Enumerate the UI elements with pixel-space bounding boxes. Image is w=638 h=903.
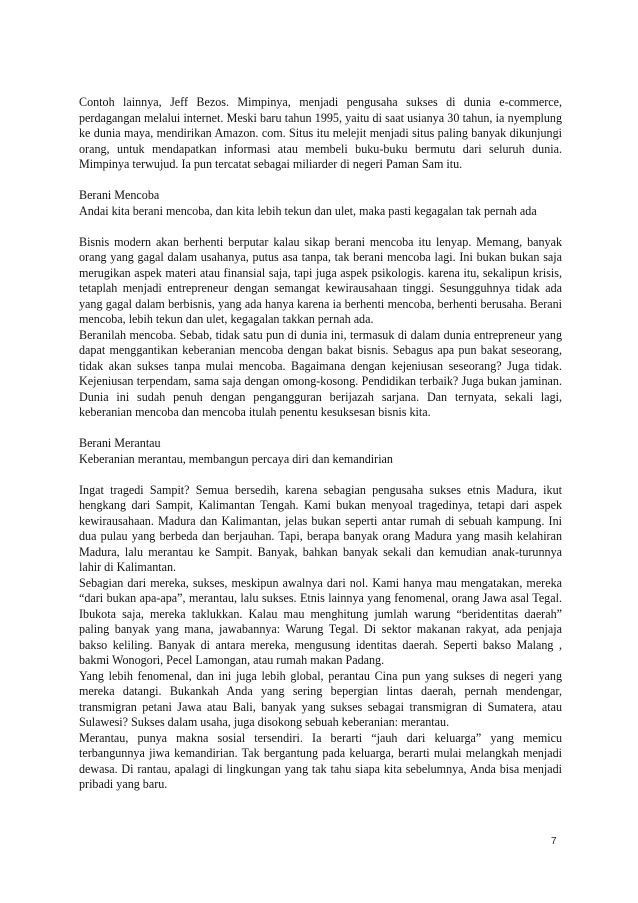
section-subtitle-berani-mencoba: Andai kita berani mencoba, dan kita lebih tekun dan ulet, maka pasti kegagalan tak pernah ada (79, 203, 537, 218)
page-content (79, 95, 562, 793)
paragraph-jeff-bezos: Contoh lainnya, Jeff Bezos. Mimpinya, menjadi pengusaha sukses di dunia e-commerce, perdagangan melalui internet. Meski baru tahun 1995, yaitu di saat usianya 30 tahun, ia nyemplung ke dunia maya, mendirikan Amazon. com. Situs itu melejit menjadi situs paling banyak dikunjungi orang, untuk mendapatkan informasi atau membeli buku-buku bermutu dari seluruh dunia. Mimpinya terwujud. Ia pun tercatat sebagai miliarder di negeri Paman Sam itu. (79, 95, 562, 171)
section-heading-berani-mencoba: Berani Mencoba (79, 188, 160, 202)
section-subtitle-berani-merantau: Keberanian merantau, membangun percaya diri dan kemandirian (79, 451, 393, 466)
paragraph-merantau-makna: Merantau, punya makna sosial tersendiri. Ia berarti “jauh dari keluarga” yang memicu terbangunnya jiwa kemandirian. Tak bergantung pada keluarga, berarti mulai melangkah menjadi dewasa. Di rantau, apalagi di lingkungan yang tak tahu siapa kita sebelumnya, Anda bisa menjadi pribadi yang baru. (79, 730, 562, 791)
paragraph-gap (79, 467, 562, 483)
paragraph-gap (79, 421, 562, 437)
section-heading-berani-merantau: Berani Merantau (79, 436, 161, 450)
paragraph-gap (79, 173, 562, 189)
paragraph-lebih-fenomenal: Yang lebih fenomenal, dan ini juga lebih global, perantau Cina pun yang sukses di negeri yang mereka datangi. Bukankah Anda yang sering bepergian lintas daerah, pernah mendengar, transmigran petani Jawa atau Bali, banyak yang sukses sebagai transmigran di Sumatera, atau Sulawesi? Sukses dalam usaha, juga disokong sebuah keberanian: merantau. (79, 668, 562, 729)
paragraph-gap (79, 219, 562, 235)
paragraph-tragedi-sampit: Ingat tragedi Sampit? Semua bersedih, karena sebagian pengusaha sukses etnis Madura, ikut hengkang dari Sampit, Kalimantan Tengah. Kami bukan menyoal tragedinya, tetapi dari aspek kewirausahaan. Madura dan Kalimantan, jelas bukan seperti antar rumah di sebuah kampung. Ini dua pulau yang berbeda dan berjauhan. Tapi, berapa banyak orang Madura yang masih kelahiran Madura, lalu merantau ke Sampit. Banyak, bahkan banyak sekali dan kemudian anak-turunnya lahir di Kalimantan. (79, 482, 562, 574)
paragraph-beranilah-mencoba: Beranilah mencoba. Sebab, tidak satu pun di dunia ini, termasuk di dalam dunia entrepreneur yang dapat menggantikan keberanian mencoba dengan bakat bisnis. Sebagus apa pun bakat seseorang, tidak akan sukses tanpa mulai mencoba. Bagaimana dengan kejeniusan seseorang? Juga tidak. Kejeniusan terpendam, sama saja dengan omong-kosong. Pendidikan terbaik? Juga bukan jaminan. Dunia ini sudah penuh dengan pengangguran berijazah sarjana. Dan ternyata, sekali lagi, keberanian mencoba dan mencoba itulah penentu kesuksesan bisnis kita. (79, 327, 562, 419)
page-number: 7 (551, 836, 557, 847)
paragraph-bisnis-modern: Bisnis modern akan berhenti berputar kalau sikap berani mencoba itu lenyap. Memang, banyak orang yang gagal dalam usahanya, putus asa tanpa, tak berani mencoba lagi. Ini bukan bukan saja merugikan aspek materi atau finansial saja, tapi juga aspek psikologis. karena itu, sekalipun krisis, tetaplah menjadi entrepreneur dengan semangat kewirausahaan tinggi. Sesungguhnya tidak ada yang gagal dalam berbisnis, yang ada hanya karena ia berhenti mencoba, berhenti berusaha. Berani mencoba, lebih tekun dan ulet, kegagalan takkan pernah ada. (79, 234, 562, 326)
paragraph-sebagian-dari-mereka: Sebagian dari mereka, sukses, meskipun awalnya dari nol. Kami hanya mau mengatakan, mereka “dari bukan apa-apa”, merantau, lalu sukses. Etnis lainnya yang fenomenal, orang Jawa asal Tegal. Ibukota saja, mereka taklukkan. Kalau mau menghitung jumlah warung “beridentitas daerah” paling banyak yang mana, jawabannya: Warung Tegal. Di sektor makanan rakyat, ada penjaja bakso keliling. Banyak di antara mereka, mengusung identitas daerah. Seperti bakso Malang , bakmi Wonogori, Pecel Lamongan, atau rumah makan Padang. (79, 575, 562, 667)
